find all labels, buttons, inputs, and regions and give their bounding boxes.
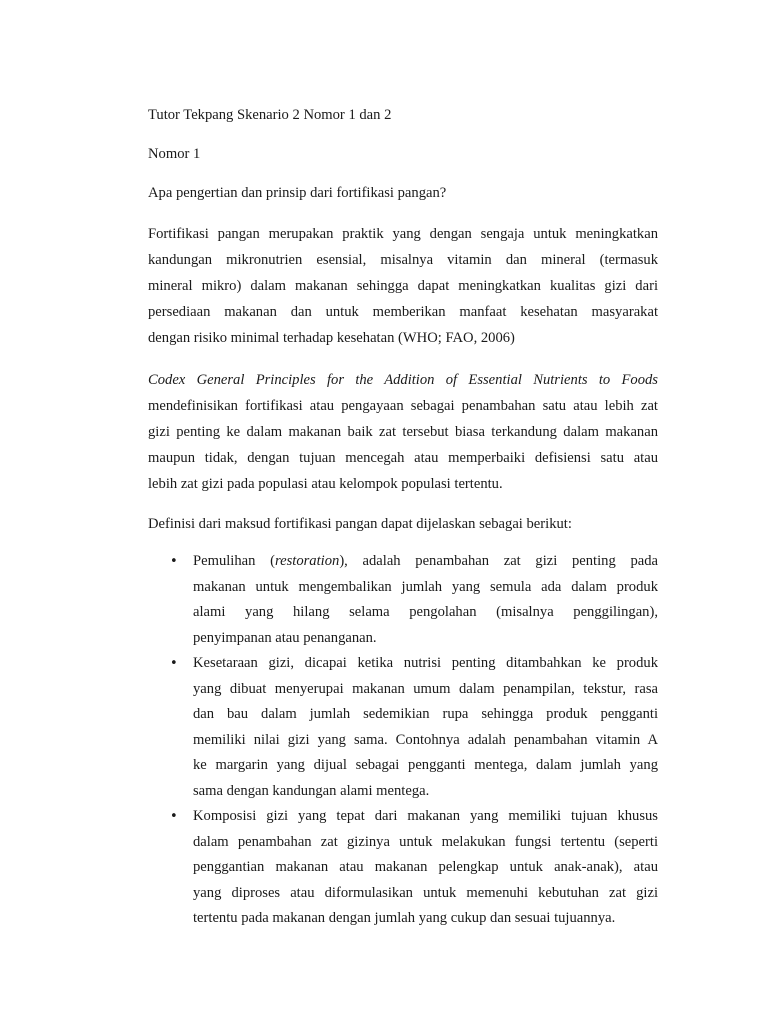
paragraph-line: kandungan mikronutrien esensial, misalnya vitamin dan mineral (termasuk [148, 252, 658, 268]
paragraph-definition [148, 221, 658, 351]
bullet-icon: • [170, 554, 178, 569]
list-item-line [193, 549, 658, 575]
paragraph-line: gizi penting ke dalam makanan baik zat tersebut biasa terkandung dalam makanan [148, 424, 658, 440]
paragraph-line: mendefinisikan fortifikasi atau pengayaan sebagai penambahan satu atau lebih zat [148, 398, 658, 414]
question-text: Apa pengertian dan prinsip dari fortifikasi pangan? [148, 185, 447, 201]
list-item [148, 549, 658, 651]
list-item [148, 804, 658, 932]
codex-title: Codex General Principles for the Addition of Essential Nutrients to Foods [148, 372, 658, 388]
paragraph-line [148, 367, 658, 393]
list-item-line: alami yang hilang selama pengolahan (misalnya penggilingan), [193, 604, 658, 620]
list-item-line: dalam penambahan zat gizinya untuk melakukan fungsi tertentu (seperti [193, 833, 658, 850]
bullet-icon: • [170, 656, 178, 671]
paragraph-line: mineral mikro) dalam makanan sehingga dapat meningkatkan kualitas gizi dari [148, 278, 658, 294]
list-item [148, 651, 658, 804]
paragraph-line: Fortifikasi pangan merupakan praktik yang dengan sengaja untuk meningkatkan [148, 226, 658, 242]
document-title: Tutor Tekpang Skenario 2 Nomor 1 dan 2 [148, 107, 392, 123]
bullet-icon: • [170, 809, 178, 824]
list-item-line: yang diproses atau diformulasikan untuk memenuhi kebutuhan zat gizi [193, 884, 658, 901]
paragraph-line: persediaan makanan dan untuk memberikan manfaat kesehatan masyarakat [148, 304, 658, 320]
list-item-text: ), adalah penambahan zat gizi penting pada [339, 553, 658, 569]
list-item-line: tertentu pada makanan dengan jumlah yang cukup dan sesuai tujuannya. [193, 910, 616, 926]
bullet-list [148, 549, 658, 932]
list-item-line: makanan untuk mengembalikan jumlah yang semula ada dalam produk [193, 578, 658, 595]
paragraph-line: lebih zat gizi pada populasi atau kelompok populasi tertentu. [148, 476, 503, 492]
document-body [148, 104, 658, 932]
list-item-line: penggantian makanan atau makanan pelengkap untuk anak-anak), atau [193, 859, 658, 875]
list-item-italic: restoration [274, 553, 340, 569]
paragraph-line: dengan risiko minimal terhadap kesehatan (WHO; FAO, 2006) [148, 330, 515, 346]
paragraph-line: maupun tidak, dengan tujuan mencegah atau memperbaiki defisiensi satu atau [148, 450, 658, 466]
list-item-line: sama dengan kandungan alami mentega. [193, 782, 430, 799]
list-item-line: yang dibuat menyerupai makanan umum dalam penampilan, tekstur, rasa [193, 680, 658, 697]
list-item-line: Komposisi gizi yang tepat dari makanan yang memiliki tujuan khusus [193, 808, 658, 824]
list-item-line: ke margarin yang dijual sebagai pengganti mentega, dalam jumlah yang [193, 757, 658, 773]
list-item-line: Kesetaraan gizi, dicapai ketika nutrisi penting ditambahkan ke produk [193, 655, 658, 671]
list-item-line: penyimpanan atau penanganan. [193, 629, 377, 646]
paragraph-codex [148, 367, 658, 497]
section-heading: Nomor 1 [148, 146, 201, 162]
list-item-text: Pemulihan ( [193, 553, 275, 569]
list-item-line: dan bau dalam jumlah sedemikian rupa sehingga produk pengganti [193, 706, 658, 722]
paragraph-intro-list: Definisi dari maksud fortifikasi pangan dapat dijelaskan sebagai berikut: [148, 516, 572, 532]
list-item-line: memiliki nilai gizi yang sama. Contohnya adalah penambahan vitamin A [193, 731, 658, 748]
